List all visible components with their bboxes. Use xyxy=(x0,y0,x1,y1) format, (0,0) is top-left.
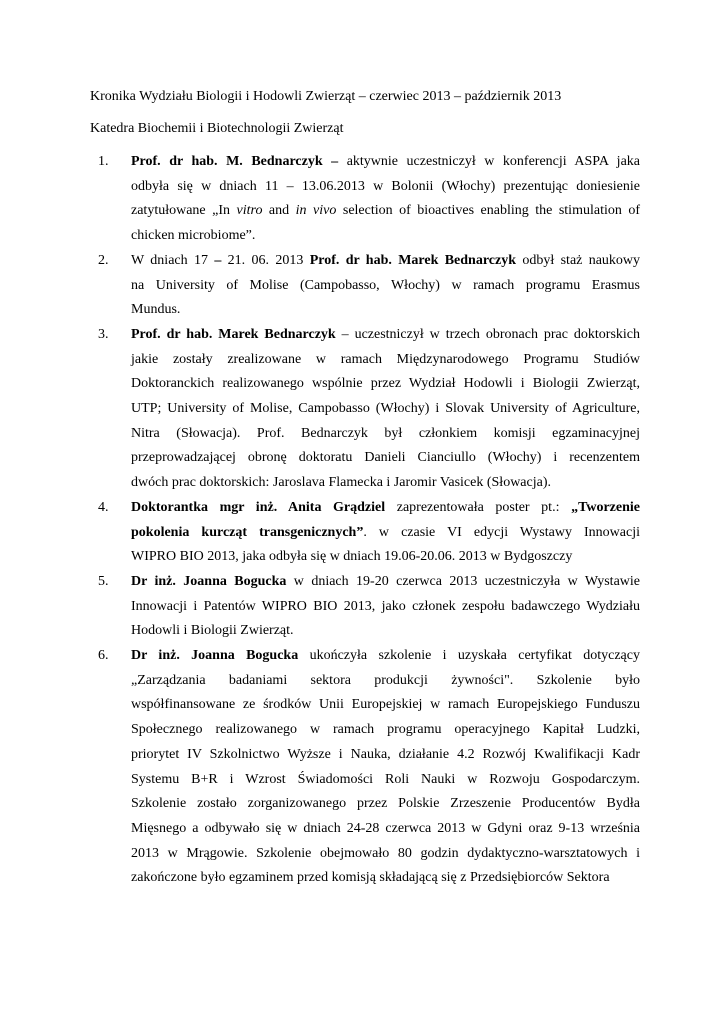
text-segment: priorytet IV Szkolnictwo Wyższe i Nauka, działanie 4.2 Rozwój Kwalifikacji Kadr xyxy=(131,746,640,762)
text-segment: Mięsnego a odbywało się w dniach 24-28 czerwca 2013 w Gdyni oraz 9-13 września xyxy=(131,820,640,836)
text-line xyxy=(131,348,640,373)
text-segment: 21. 06. 2013 xyxy=(221,252,310,268)
text-segment: odbyła się w dniach 11 – 13.06.2013 w Bolonii (Włochy) prezentując doniesienie xyxy=(131,178,640,194)
text-line xyxy=(131,224,640,249)
text-segment: Społecznego realizowanego w ramach programu operacyjnego Kapitał Ludzki, xyxy=(131,722,640,738)
italic-text: in vivo xyxy=(295,203,337,219)
text-segment: W dniach 17 xyxy=(131,252,215,268)
list-number: 3. xyxy=(98,326,109,342)
text-line xyxy=(131,397,640,422)
text-segment: – uczestniczył w trzech obronach prac doktorskich xyxy=(335,326,640,342)
text-segment: odbył staż naukowy xyxy=(516,252,641,268)
text-line xyxy=(131,274,640,299)
text-line xyxy=(131,693,640,718)
text-segment: selection of bioactives enabling the stimulation of xyxy=(336,203,641,219)
text-segment: „Zarządzania badaniami sektora produkcji żywności". Szkolenie było xyxy=(131,672,640,688)
italic-text: vitro xyxy=(236,203,263,219)
list-item xyxy=(90,644,640,891)
text-segment: jakie zostały zrealizowane w ramach Międzynarodowego Programu Studiów xyxy=(131,351,640,367)
list-item xyxy=(90,323,640,496)
text-line xyxy=(131,792,640,817)
text-segment: and xyxy=(262,203,296,219)
text-segment: chicken microbiome”. xyxy=(131,228,256,244)
department-heading: Katedra Biochemii i Biotechnologii Zwierząt xyxy=(90,121,344,136)
bold-text: – xyxy=(214,252,222,268)
text-line xyxy=(131,298,640,323)
text-segment: w dniach 19-20 czerwca 2013 uczestniczyła w Wystawie xyxy=(286,573,640,589)
text-line xyxy=(131,496,640,521)
text-line xyxy=(131,249,640,274)
text-line xyxy=(131,768,640,793)
text-segment: Mundus. xyxy=(131,302,181,318)
text-segment: Systemu B+R i Wzrost Świadomości Roli Nauki w Rozwoju Gospodarczym. xyxy=(131,771,640,787)
text-line xyxy=(131,718,640,743)
list-number: 5. xyxy=(98,573,109,589)
text-line xyxy=(131,422,640,447)
text-line xyxy=(131,619,640,644)
text-segment: 2013 w Mrągowie. Szkolenie obejmowało 80 godzin dydaktyczno-warsztatowych i xyxy=(131,845,640,861)
text-line xyxy=(131,446,640,471)
text-line xyxy=(131,669,640,694)
list-item xyxy=(90,496,640,570)
list-number: 2. xyxy=(98,252,109,268)
list-number: 4. xyxy=(98,499,109,515)
text-segment: na University of Molise (Campobasso, Włochy) w ramach programu Erasmus xyxy=(131,277,640,293)
text-segment: Doktoranckich realizowanego wspólnie przez Wydział Hodowli i Biologii Zwierząt, xyxy=(131,376,640,392)
text-line xyxy=(131,644,640,669)
text-line xyxy=(131,323,640,348)
text-segment: współfinansowane ze środków Unii Europejskiej w ramach Europejskiego Funduszu xyxy=(131,697,640,713)
text-line xyxy=(131,817,640,842)
text-line xyxy=(131,150,640,175)
text-segment: aktywnie uczestniczył w konferencji ASPA jaka xyxy=(346,154,640,169)
text-segment: przeprowadzającej obronę doktoratu Danieli Cianciullo (Włochy) i recenzentem xyxy=(131,450,640,466)
text-line xyxy=(131,521,640,546)
bold-text: Prof. dr hab. M. Bednarczyk – xyxy=(131,154,347,169)
chronicle-list xyxy=(90,150,640,891)
text-segment: zatytułowane „In xyxy=(131,203,237,219)
text-segment: UTP; University of Molise, Campobasso (Włochy) i Slovak University of Agriculture, xyxy=(131,401,640,417)
list-number: 6. xyxy=(98,648,109,664)
text-segment: Innowacji i Patentów WIPRO BIO 2013, jako członek zespołu badawczego Wydziału xyxy=(131,598,640,614)
text-line xyxy=(131,743,640,768)
text-segment: WIPRO BIO 2013, jaka odbyła się w dniach 19.06-20.06. 2013 w Bydgoszczy xyxy=(131,549,573,565)
text-line xyxy=(131,471,640,496)
text-line xyxy=(131,842,640,867)
text-line xyxy=(131,199,640,224)
text-line xyxy=(131,545,640,570)
bold-text: „Tworzenie xyxy=(571,499,641,515)
text-line xyxy=(131,570,640,595)
bold-text: Dr inż. Joanna Bogucka xyxy=(131,648,299,664)
list-item xyxy=(90,150,640,249)
list-item xyxy=(90,570,640,644)
text-line xyxy=(131,866,640,891)
text-segment: Szkolenie zostało zorganizowanego przez Polskie Zrzeszenie Producentów Bydła xyxy=(131,796,640,812)
text-segment: ukończyła szkolenie i uzyskała certyfikat dotyczący xyxy=(298,648,640,664)
text-line xyxy=(131,595,640,620)
bold-text: Dr inż. Joanna Bogucka xyxy=(131,573,287,589)
list-item xyxy=(90,249,640,323)
page-title: Kronika Wydziału Biologii i Hodowli Zwierząt – czerwiec 2013 – październik 2013 xyxy=(90,89,562,104)
bold-text: Doktorantka mgr inż. Anita Grądziel xyxy=(131,499,386,515)
bold-text: pokolenia kurcząt transgenicznych” xyxy=(131,524,364,540)
text-segment: Hodowli i Biologii Zwierząt. xyxy=(131,623,294,639)
bold-text: Prof. dr hab. Marek Bednarczyk xyxy=(309,252,517,268)
text-segment: zakończone było egzaminem przed komisją składającą się z Przedsiębiorców Sektora xyxy=(131,870,610,886)
text-line xyxy=(131,372,640,397)
bold-text: Prof. dr hab. Marek Bednarczyk xyxy=(131,326,336,342)
text-segment: Nitra (Słowacja). Prof. Bednarczyk był członkiem komisji egzaminacyjnej xyxy=(131,425,640,441)
list-number: 1. xyxy=(98,154,109,169)
text-line xyxy=(131,175,640,200)
text-segment: . w czasie VI edycji Wystawy Innowacji xyxy=(363,524,640,540)
text-segment: dwóch prac doktorskich: Jaroslava Flamecka i Jaromir Vasicek (Słowacja). xyxy=(131,475,551,491)
text-segment: zaprezentowała poster pt.: xyxy=(385,499,572,515)
